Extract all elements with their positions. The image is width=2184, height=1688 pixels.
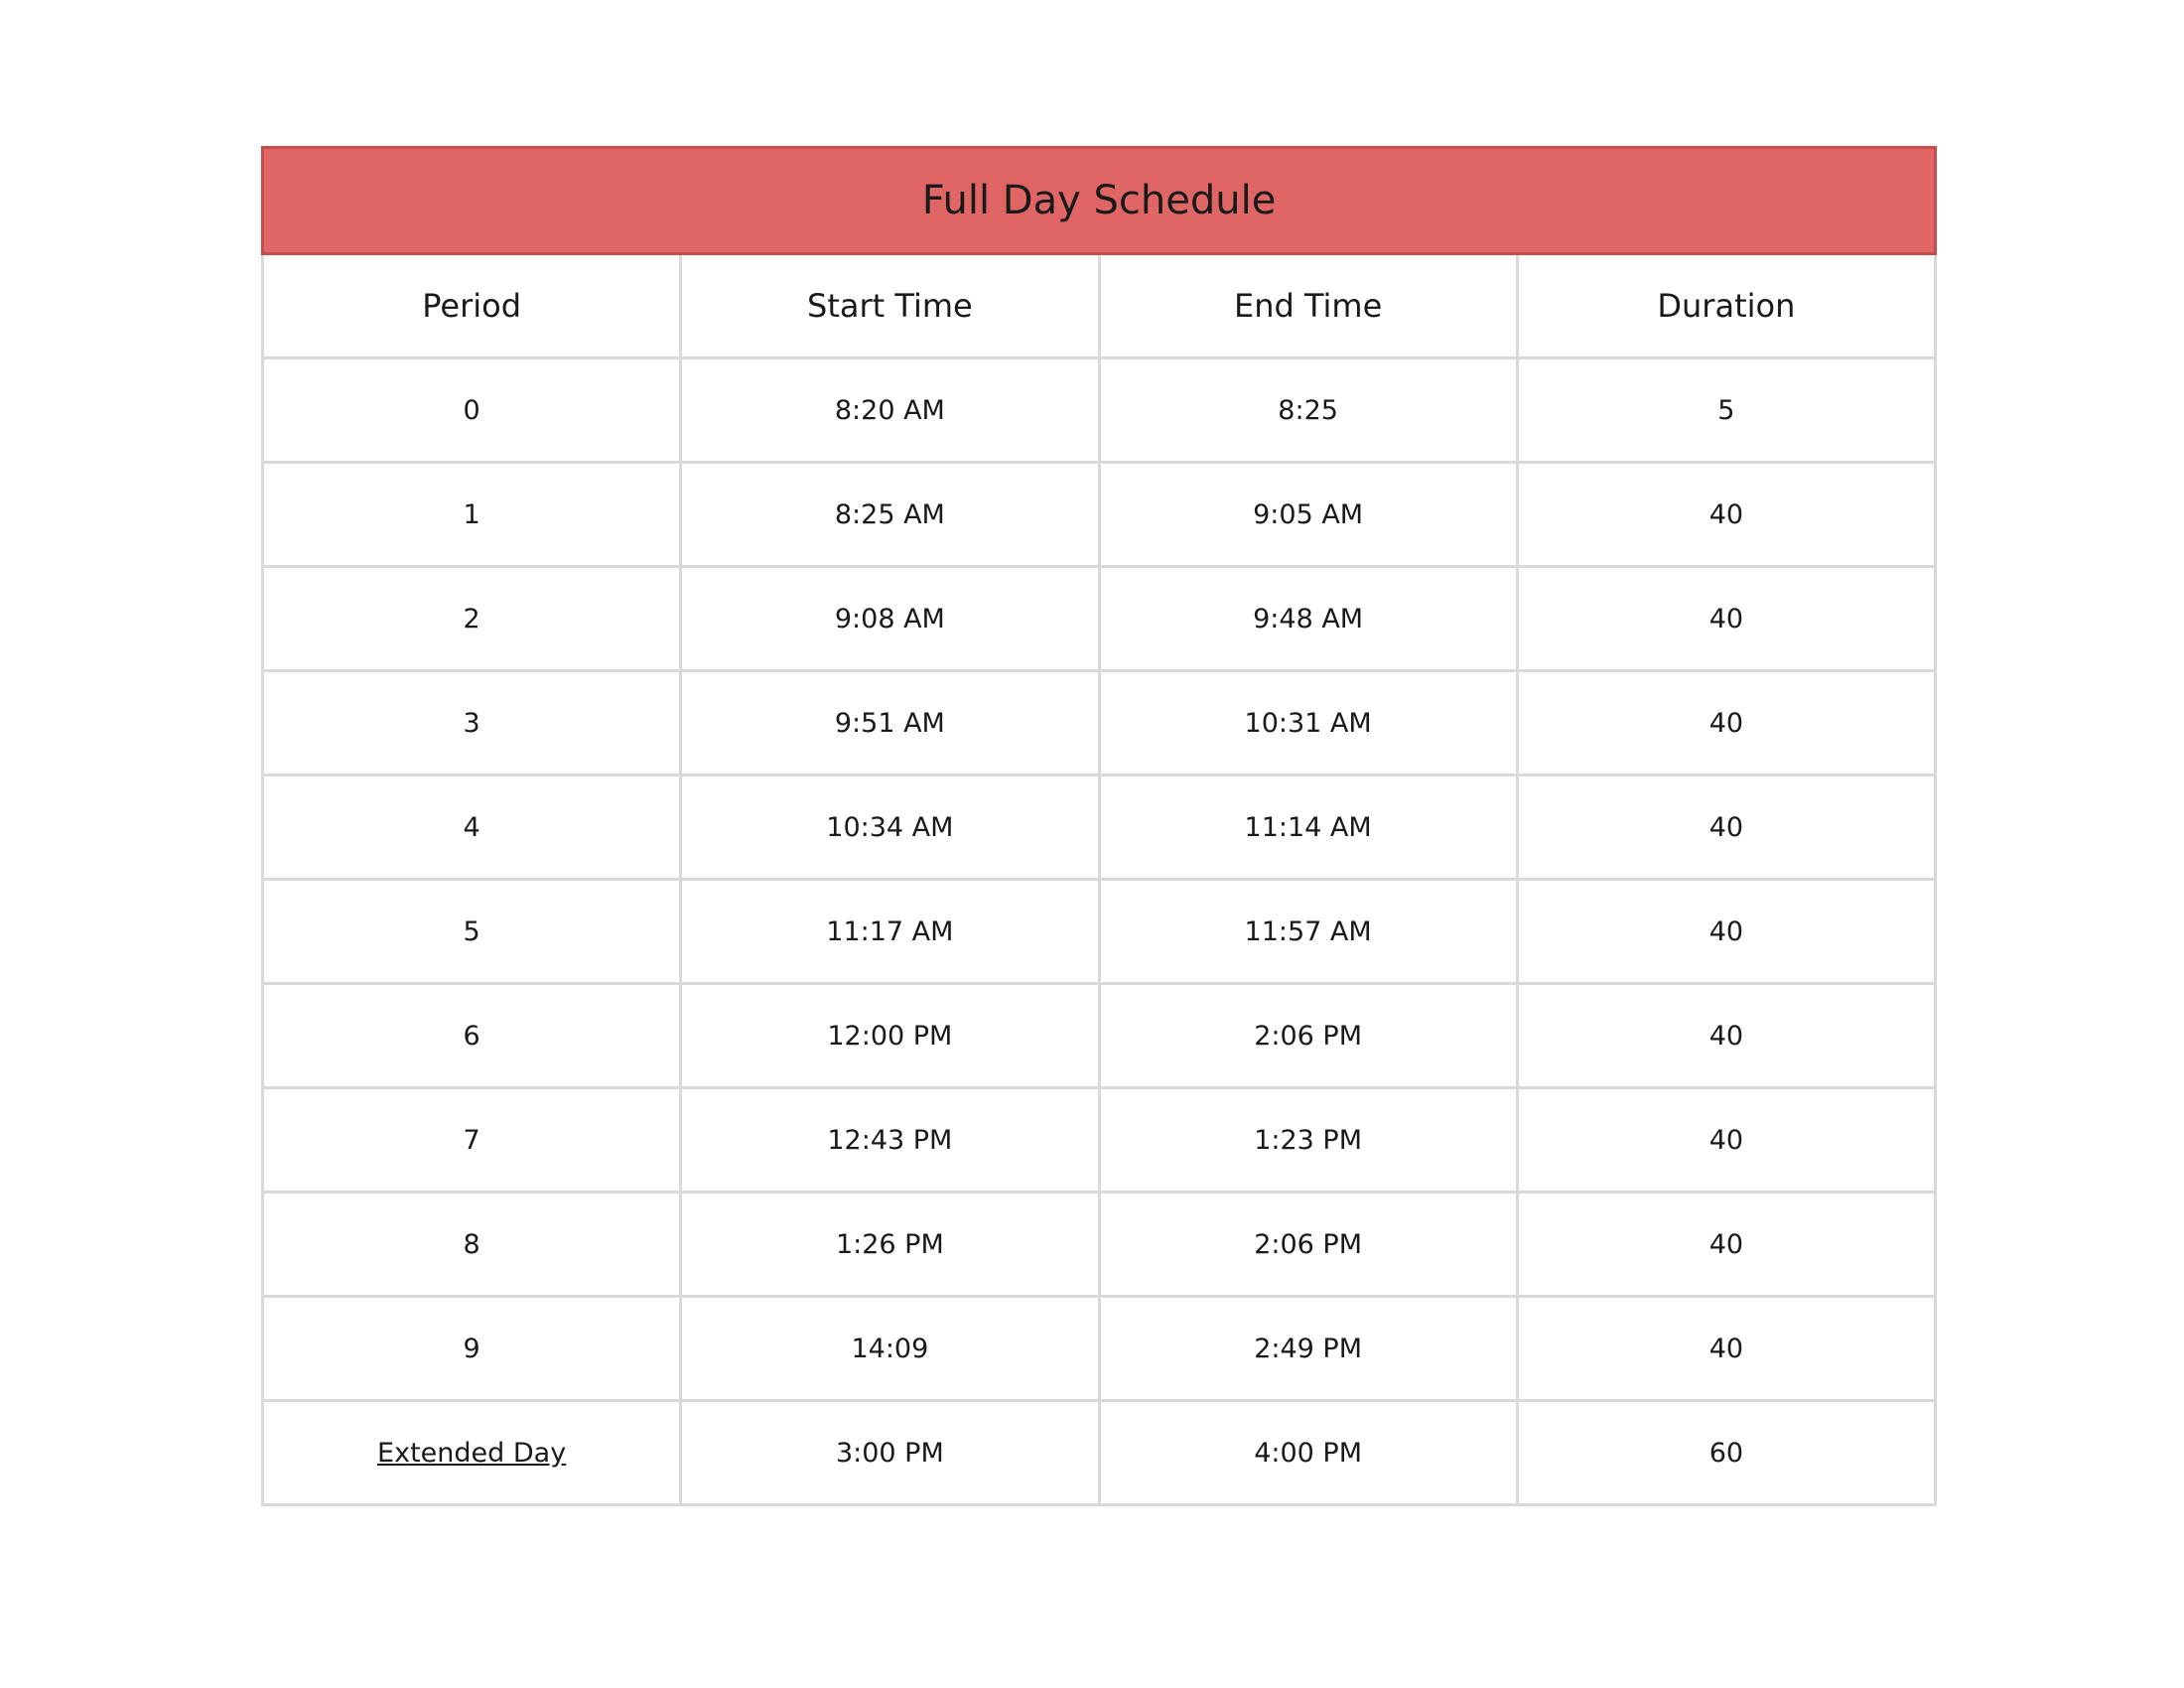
- table-row: [263, 1401, 1936, 1505]
- table-row: [263, 358, 1936, 463]
- start-time-cell: 9:51 AM: [681, 671, 1099, 775]
- column-header-start-time: Start Time: [681, 254, 1099, 358]
- end-time-cell: 4:00 PM: [1099, 1401, 1517, 1505]
- start-time-cell: 12:00 PM: [681, 984, 1099, 1088]
- start-time-cell: 9:08 AM: [681, 567, 1099, 671]
- end-time-cell: 11:14 AM: [1099, 775, 1517, 880]
- header-row: [263, 254, 1936, 358]
- end-time-cell: 2:06 PM: [1099, 984, 1517, 1088]
- period-cell: 5: [263, 880, 681, 984]
- duration-cell: 40: [1517, 463, 1935, 567]
- duration-cell: 40: [1517, 1297, 1935, 1401]
- end-time-cell: 1:23 PM: [1099, 1088, 1517, 1193]
- start-time-cell: 14:09: [681, 1297, 1099, 1401]
- column-header-end-time: End Time: [1099, 254, 1517, 358]
- end-time-cell: 2:06 PM: [1099, 1193, 1517, 1297]
- end-time-cell: 9:48 AM: [1099, 567, 1517, 671]
- column-header-period: Period: [263, 254, 681, 358]
- table-row: [263, 1193, 1936, 1297]
- start-time-cell: 3:00 PM: [681, 1401, 1099, 1505]
- end-time-cell: 8:25: [1099, 358, 1517, 463]
- period-cell: 8: [263, 1193, 681, 1297]
- end-time-cell: 2:49 PM: [1099, 1297, 1517, 1401]
- schedule-table: [261, 146, 1937, 1506]
- duration-cell: 5: [1517, 358, 1935, 463]
- period-cell: 1: [263, 463, 681, 567]
- column-header-duration: Duration: [1517, 254, 1935, 358]
- title-row: [263, 148, 1936, 254]
- period-cell: 7: [263, 1088, 681, 1193]
- period-cell: 0: [263, 358, 681, 463]
- end-time-cell: 9:05 AM: [1099, 463, 1517, 567]
- start-time-cell: 10:34 AM: [681, 775, 1099, 880]
- duration-cell: 40: [1517, 1193, 1935, 1297]
- period-cell: 2: [263, 567, 681, 671]
- end-time-cell: 10:31 AM: [1099, 671, 1517, 775]
- extended-day-link[interactable]: Extended Day: [377, 1437, 567, 1469]
- table-title: Full Day Schedule: [263, 148, 1936, 254]
- table-row: [263, 1088, 1936, 1193]
- table-row: [263, 567, 1936, 671]
- duration-cell: 60: [1517, 1401, 1935, 1505]
- start-time-cell: 1:26 PM: [681, 1193, 1099, 1297]
- start-time-cell: 8:20 AM: [681, 358, 1099, 463]
- period-cell: 6: [263, 984, 681, 1088]
- table-row: [263, 1297, 1936, 1401]
- period-cell-extended-day: [263, 1401, 681, 1505]
- period-cell: 9: [263, 1297, 681, 1401]
- duration-cell: 40: [1517, 1088, 1935, 1193]
- start-time-cell: 12:43 PM: [681, 1088, 1099, 1193]
- duration-cell: 40: [1517, 880, 1935, 984]
- duration-cell: 40: [1517, 567, 1935, 671]
- table-row: [263, 880, 1936, 984]
- table-row: [263, 463, 1936, 567]
- end-time-cell: 11:57 AM: [1099, 880, 1517, 984]
- period-cell: 4: [263, 775, 681, 880]
- start-time-cell: 11:17 AM: [681, 880, 1099, 984]
- table-row: [263, 775, 1936, 880]
- table-row: [263, 671, 1936, 775]
- duration-cell: 40: [1517, 671, 1935, 775]
- start-time-cell: 8:25 AM: [681, 463, 1099, 567]
- duration-cell: 40: [1517, 984, 1935, 1088]
- period-cell: 3: [263, 671, 681, 775]
- duration-cell: 40: [1517, 775, 1935, 880]
- table-row: [263, 984, 1936, 1088]
